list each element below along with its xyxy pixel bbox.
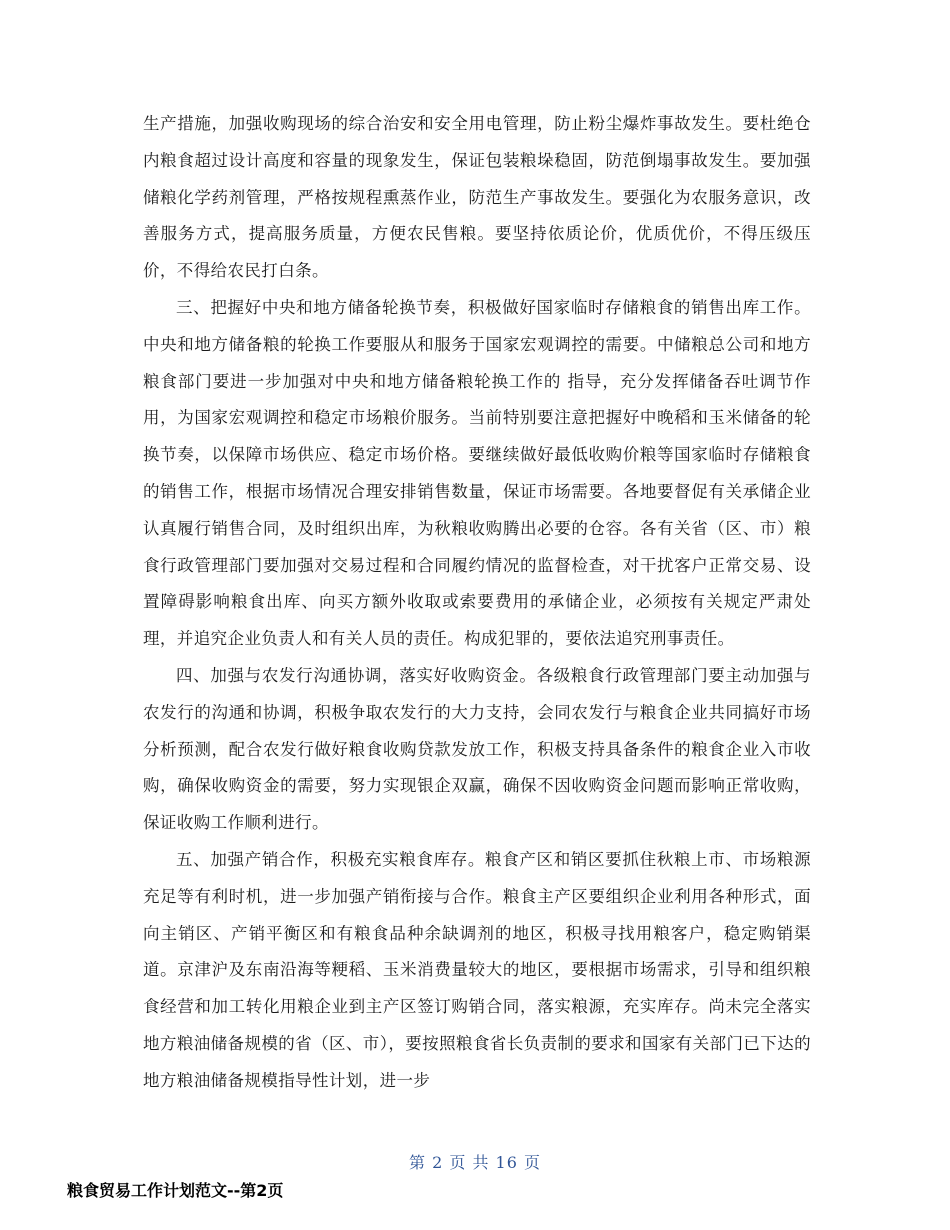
- paragraph-section-three: 三、把握好中央和地方储备轮换节奏，积极做好国家临时存储粮食的销售出库工作。中央和地方储备粮的轮换工作要服从和服务于国家宏观调控的需要。中储粮总公司和地方粮食部门要进一步加强对中央和地方储备粮轮换工作的 指导，充分发挥储备吞吐调节作用，为国家宏观调控和稳定市场粮价服务。当前特别要注意把握好中晚稻和玉米储备的轮换节奏，以保障市场供应、稳定市场价格。要继续做好最低收购价粮等国家临时存储粮食的销售工作，根据市场情况合理安排销售数量，保证市场需要。各地要督促有关承储企业认真履行销售合同，及时组织出库，为秋粮收购腾出必要的仓容。各有关省（区、市）粮食行政管理部门要加强对交易过程和合同履约情况的监督检查，对干扰客户正常交易、设置障碍影响粮食出库、向买方额外收取或索要费用的承储企业，必须按有关规定严肃处理，并追究企业负责人和有关人员的责任。构成犯罪的，要依法追究刑事责任。: [143, 297, 811, 649]
- footer-title: 粮食贸易工作计划范文--第2页: [67, 1181, 284, 1200]
- page-number: 第 2 页 共 16 页: [409, 1153, 541, 1172]
- paragraph-section-five: 五、加强产销合作，积极充实粮食库存。粮食产区和销区要抓住秋粮上市、市场粮源充足等有利时机，进一步加强产销衔接与合作。粮食主产区要组织企业利用各种形式，面向主销区、产销平衡区和有粮食品种余缺调剂的地区，积极寻找用粮客户，稳定购销渠道。京津沪及东南沿海等粳稻、玉米消费量较大的地区，要根据市场需求，引导和组织粮食经营和加工转化用粮企业到主产区签订购销合同，落实粮源，充实库存。尚未完全落实地方粮油储备规模的省（区、市），要按照粮食省长负责制的要求和国家有关部门已下达的地方粮油储备规模指导性计划，进一步: [143, 849, 811, 1090]
- paragraph-continued: 生产措施，加强收购现场的综合治安和安全用电管理，防止粉尘爆炸事故发生。要杜绝仓内粮食超过设计高度和容量的现象发生，保证包装粮垛稳固，防范倒塌事故发生。要加强储粮化学药剂管理，严格按规程熏蒸作业，防范生产事故发生。要强化为农服务意识，改善服务方式，提高服务质量，方便农民售粮。要坚持依质论价，优质优价，不得压级压价，不得给农民打白条。: [143, 114, 811, 281]
- paragraph-section-four: 四、加强与农发行沟通协调，落实好收购资金。各级粮食行政管理部门要主动加强与农发行的沟通和协调，积极争取农发行的大力支持，会同农发行与粮食企业共同搞好市场分析预测，配合农发行做好粮食收购贷款发放工作，积极支持具备条件的粮食企业入市收购，确保收购资金的需要，努力实现银企双赢，确保不因收购资金问题而影响正常收购，保证收购工作顺利进行。: [143, 665, 811, 833]
- document-body: [143, 106, 811, 1100]
